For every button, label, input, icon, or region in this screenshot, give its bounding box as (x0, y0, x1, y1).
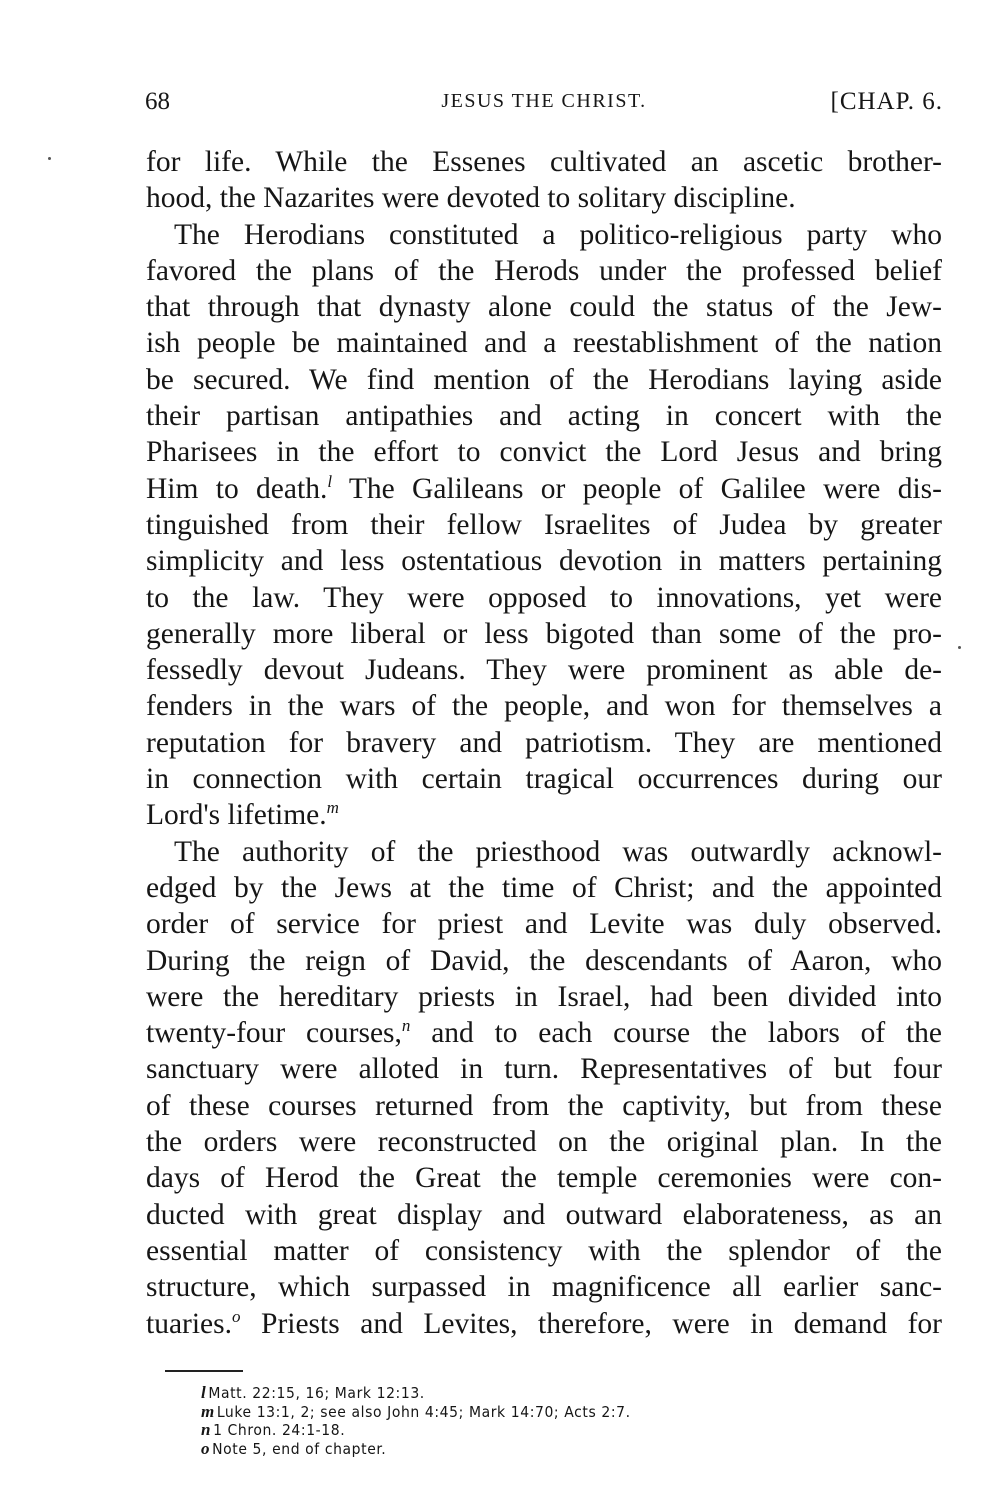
page-number: 68 (145, 88, 170, 115)
footnote-n (201, 1421, 901, 1440)
footnote-ref-m[interactable]: m (326, 798, 339, 818)
text-line: tinguished from their fellow Israelites of Judea by greater (146, 508, 942, 541)
footnote-l (201, 1384, 901, 1403)
text-line: tuaries.$^o$ Priests and Levites, therefore, were in demand for (146, 1306, 942, 1340)
text-line: that through that dynasty alone could the status of the Jew- (146, 291, 942, 324)
text-line: hood, the Nazarites were devoted to solitary discipline. (146, 182, 796, 215)
text-line: Lord's lifetime.$^m$ (146, 798, 339, 832)
text-line: were the hereditary priests in Israel, had been divided into (146, 980, 942, 1013)
text-line: days of Herod the Great the temple ceremonies were con- (146, 1162, 942, 1195)
text-line: Pharisees in the effort to convict the Lord Jesus and bring (146, 436, 942, 469)
running-title: JESUS THE CHRIST. (441, 90, 647, 112)
footnote-text: Matt. 22:15, 16; Mark 12:13. (208, 1384, 425, 1402)
footnote-key: o (201, 1438, 211, 1458)
footnote-text: Luke 13:1, 2; see also John 4:45; Mark 14:70; Acts 2:7. (216, 1402, 631, 1421)
text-line: their partisan antipathies and acting in concert with the (146, 400, 942, 433)
text-line: in connection with certain tragical occurrences during our (146, 763, 942, 796)
text-line: ish people be maintained and a reestablishment of the nation (146, 327, 942, 360)
text-line: simplicity and less ostentatious devotion in matters pertaining (146, 545, 942, 578)
body-text (146, 144, 942, 1342)
footnote-o (201, 1440, 901, 1459)
chapter-reference: [CHAP. 6. (830, 88, 943, 115)
text-line: reputation for bravery and patriotism. They are mentioned (146, 726, 942, 759)
footnote-ref-o[interactable]: o (232, 1306, 241, 1326)
text-line: twenty-four courses,$^n$ and to each course the labors of the (146, 1016, 943, 1050)
text-line: favored the plans of the Herods under the professed belief (146, 254, 942, 287)
text-line: During the reign of David, the descendants of Aaron, who (146, 944, 942, 977)
text-line: fenders in the wars of the people, and won for themselves a (146, 690, 942, 723)
footnote-key: l (201, 1383, 207, 1402)
footnote-m (201, 1403, 901, 1422)
scan-speck (48, 157, 51, 160)
footnote-key: n (201, 1420, 212, 1439)
footnote-text: 1 Chron. 24:1-18. (213, 1421, 346, 1439)
footnote-text: Note 5, end of chapter. (212, 1439, 387, 1458)
text-line: Him to death.$^l$ The Galileans or people of Galilee were dis- (146, 471, 942, 505)
footnote-divider (165, 1370, 243, 1372)
text-line: ducted with great display and outward elaborateness, as an (146, 1198, 942, 1231)
text-line: essential matter of consistency with the splendor of the (146, 1234, 942, 1267)
text-line: edged by the Jews at the time of Christ; and the appointed (146, 871, 942, 904)
text-line: for life. While the Essenes cultivated an ascetic brother- (146, 146, 942, 178)
paragraph-start-line: The Herodians constituted a politico-religious party who (174, 218, 942, 251)
running-head (145, 88, 943, 124)
text-line: order of service for priest and Levite was duly observed. (146, 908, 942, 941)
text-line: sanctuary were alloted in turn. Representatives of but four (146, 1053, 942, 1086)
text-line: generally more liberal or less bigoted than some of the pro- (146, 617, 942, 650)
text-line: of these courses returned from the captivity, but from these (146, 1089, 942, 1122)
text-line: be secured. We find mention of the Herodians laying aside (146, 363, 942, 396)
text-line: fessedly devout Judeans. They were prominent as able de- (146, 654, 942, 687)
scan-speck (958, 646, 961, 649)
footnote-ref-n[interactable]: n (401, 1016, 411, 1036)
footnote-ref-l[interactable]: l (327, 471, 333, 491)
paragraph-start-line: The authority of the priesthood was outwardly acknowl- (174, 835, 942, 868)
text-line: structure, which surpassed in magnificence all earlier sanc- (146, 1271, 942, 1304)
footnotes (201, 1384, 901, 1458)
text-line: the orders were reconstructed on the original plan. In the (146, 1126, 942, 1159)
text-line: to the law. They were opposed to innovations, yet were (146, 581, 942, 614)
footnote-key: m (201, 1401, 215, 1421)
